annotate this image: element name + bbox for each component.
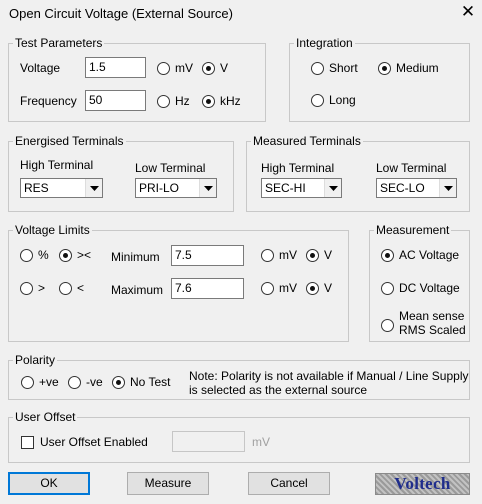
measurement-mean-rms-radio[interactable] [381,309,466,337]
polarity-legend: Polarity [15,353,56,367]
user-offset-unit: mV [252,435,270,449]
maximum-label: Maximum [111,283,164,297]
radio-circle-selected [202,62,215,75]
polarity-negative-radio[interactable]: -ve [68,375,103,389]
polarity-note-line1: Note: Polarity is not available if Manual / Line Supply [189,369,469,383]
radio-circle [20,249,33,262]
radio-circle [261,282,274,295]
energised-terminals-legend: Energised Terminals [15,134,124,148]
minimum-label: Minimum [111,250,160,264]
voltage-label: Voltage [20,61,61,75]
energised-low-terminal-label: Low Terminal [135,161,206,175]
close-icon[interactable]: ✕ [460,2,476,21]
chevron-down-icon[interactable] [439,179,456,197]
maximum-unit-v-radio[interactable]: V [306,281,332,295]
polarity-positive-radio[interactable]: +ve [21,375,59,389]
measured-high-terminal-label: High Terminal [261,161,335,175]
radio-circle [20,282,33,295]
integration-group [289,36,470,122]
measured-low-terminal-label: Low Terminal [376,161,447,175]
radio-circle [311,62,324,75]
radio-circle-selected [306,282,319,295]
radio-circle [261,249,274,262]
minimum-input[interactable]: 7.5 [171,245,244,266]
radio-circle [381,319,394,332]
radio-circle [157,95,170,108]
chevron-down-icon[interactable] [85,179,102,197]
radio-circle-selected [381,249,394,262]
radio-circle [21,376,34,389]
select-value: SEC-LO [380,181,425,195]
user-offset-input[interactable] [172,431,245,452]
radio-circle [157,62,170,75]
select-value: PRI-LO [139,181,180,195]
chevron-down-icon[interactable] [199,179,216,197]
user-offset-enabled-checkbox[interactable]: User Offset Enabled [21,435,148,449]
limit-mode-less-radio[interactable]: < [59,281,84,295]
limit-mode-percent-radio[interactable]: % [20,248,49,262]
user-offset-legend: User Offset [15,410,76,424]
energised-high-terminal-label: High Terminal [20,158,94,172]
cancel-button[interactable]: Cancel [248,472,330,495]
polarity-no-test-radio[interactable]: No Test [112,375,170,389]
chevron-down-icon[interactable] [324,179,341,197]
voltage-input[interactable]: 1.5 [85,57,146,78]
measured-terminals-legend: Measured Terminals [253,134,361,148]
integration-medium-radio[interactable]: Medium [378,61,439,75]
mean-sense-line: Mean sense [399,309,465,323]
minimum-unit-mv-radio[interactable]: mV [261,248,297,262]
ok-button[interactable]: OK [8,472,90,495]
radio-circle-selected [306,249,319,262]
frequency-label: Frequency [20,94,77,108]
energised-low-terminal-select[interactable] [135,178,217,198]
voltech-logo [375,473,470,495]
integration-short-radio[interactable]: Short [311,61,358,75]
frequency-unit-khz-radio[interactable]: kHz [202,94,241,108]
minimum-unit-v-radio[interactable]: V [306,248,332,262]
radio-circle-selected [112,376,125,389]
window-title: Open Circuit Voltage (External Source) [9,6,233,21]
polarity-note [189,369,469,397]
frequency-input[interactable]: 50 [85,90,146,111]
voltage-unit-mv-radio[interactable]: mV [157,61,193,75]
polarity-note-line2: is selected as the external source [189,383,368,397]
measured-low-terminal-select[interactable] [376,178,457,198]
energised-high-terminal-select[interactable] [20,178,103,198]
select-value: RES [24,181,49,195]
measured-high-terminal-select[interactable] [261,178,342,198]
radio-circle-selected [378,62,391,75]
radio-circle [311,94,324,107]
limit-mode-greater-radio[interactable]: > [20,281,45,295]
radio-circle-selected [202,95,215,108]
measurement-legend: Measurement [376,223,450,237]
radio-circle [59,282,72,295]
voltage-limits-legend: Voltage Limits [15,223,90,237]
measure-button[interactable]: Measure [127,472,209,495]
integration-long-radio[interactable]: Long [311,93,356,107]
radio-circle-selected [59,249,72,262]
measurement-dc-radio[interactable]: DC Voltage [381,281,460,295]
integration-legend: Integration [296,36,353,50]
radio-circle [68,376,81,389]
select-value: SEC-HI [265,181,306,195]
measurement-ac-radio[interactable]: AC Voltage [381,248,459,262]
rms-scaled-line: RMS Scaled [399,323,466,337]
radio-circle [381,282,394,295]
frequency-unit-hz-radio[interactable]: Hz [157,94,190,108]
limit-mode-window-radio[interactable]: >< [59,248,91,262]
voltage-unit-v-radio[interactable]: V [202,61,228,75]
maximum-input[interactable]: 7.6 [171,278,244,299]
checkbox-box [21,436,34,449]
voltech-logo-text: Voltech [394,474,451,493]
maximum-unit-mv-radio[interactable]: mV [261,281,297,295]
test-parameters-legend: Test Parameters [15,36,103,50]
